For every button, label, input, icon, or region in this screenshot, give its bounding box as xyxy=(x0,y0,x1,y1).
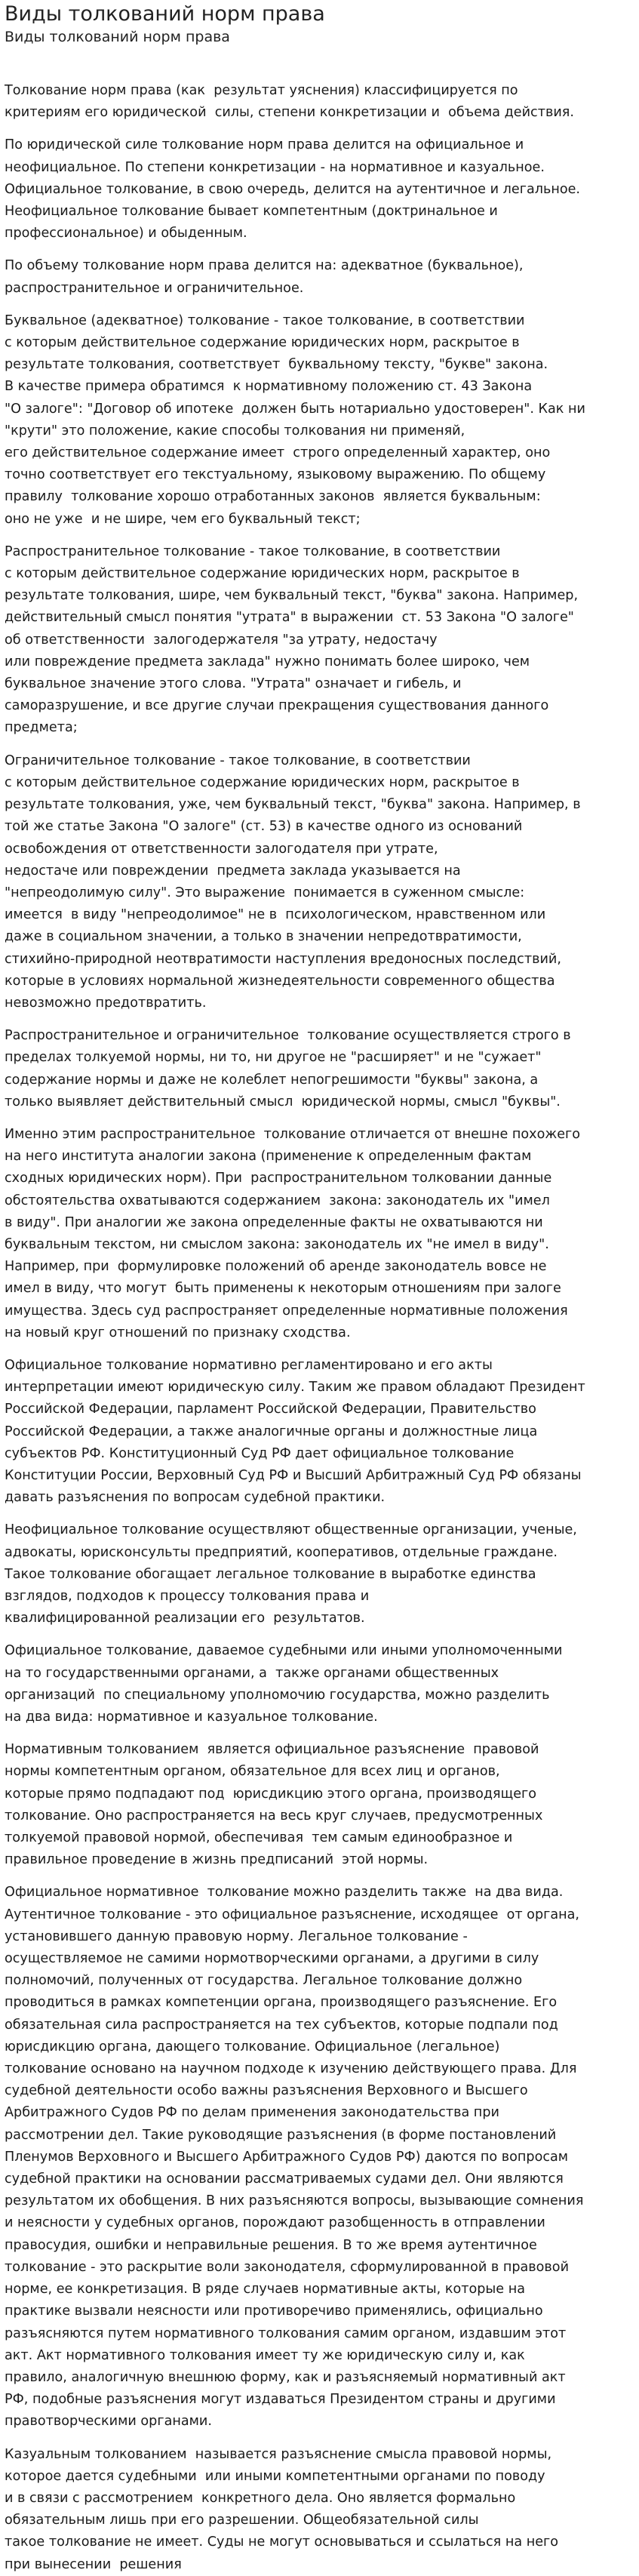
article-body xyxy=(5,80,634,2576)
paragraph-10: Неофициальное толкование осуществляют общественные организации, ученые, адвокаты, юрисконсульты предприятий, кооперативов, отдельные граждане. Такое толкование обогащает легальное толкование в выработке единства взглядов, подходов к процессу толкования права и квалифицированной реализации его результатов. xyxy=(5,1522,577,1627)
paragraph-3: По объему толкование норм права делится на: адекватное (буквальное), распространительное и ограничительное. xyxy=(5,258,524,296)
paragraph-7: Распространительное и ограничительное толкование осуществляется строго в пределах толкуемой нормы, ни то, ни другое не "расширяет" и не "сужает" содержание нормы и даже не колеблет непогрешимости "буквы" закона, а только выявляет действительный смысл юридической нормы, смысл "буквы". xyxy=(5,1028,571,1109)
paragraph-12: Нормативным толкованием является официальное разъяснение правовой нормы компетентным органом, обязательное для всех лиц и органов, которые прямо подпадают под юрисдикцию этого органа, производящего толкование. Оно распространяется на весь круг случаев, предусмотренных толкуемой правовой нормой, обеспечивая тем самым единообразное и правильное проведение в жизнь предписаний этой нормы. xyxy=(5,1742,543,1868)
page-title: Виды толкований норм права xyxy=(5,2,325,26)
paragraph-4: Буквальное (адекватное) толкование - такое толкование, в соответствии с которым действительное содержание юридических норм, раскрытое в результате толкования, соответствует буквальному тексту, "букве" закона. В качестве примера обратимся к нормативному положению ст. 43 Закона "О залоге": "Договор об ипотеке должен быть нотариально удостоверен". Как ни "крути" это положение, какие способы толкования ни применяй, его действительное содержание имеет строго определенный характер, оно точно соответствует его текстуальному, языковому выражению. По общему правилу толкование хорошо отработанных законов является буквальным: оно не уже и не шире, чем его буквальный текст; xyxy=(5,312,585,527)
paragraph-14: Казуальным толкованием называется разъяснение смысла правовой нормы, которое дается судебными или иными компетентными органами по поводу и в связи с рассмотрением конкретного дела. Оно является формально обязательным лишь при его разрешении. Общеобязательной силы такое толкование не имеет. Суды не могут основываться и ссылаться на него при вынесении решения xyxy=(5,2446,559,2572)
paragraph-1: Толкование норм права (как результат уяснения) классифицируется по критериям его юридической силы, степени конкретизации и объема действия. xyxy=(5,83,574,121)
paragraph-6: Ограничительное толкование - такое толкование, в соответствии с которым действительное содержание юридических норм, раскрытое в результате толкования, уже, чем буквальный текст, "буква" закона. Например, в той же статье Закона "О залоге" (ст. 53) в качестве одного из оснований освобождения от ответственности залогодателя при утрате, недостаче или повреждении предмета заклада указывается на "непреодолимую силу". Это выражение понимается в суженном смысле: имеется в виду "непреодолимое" не в психологическом, нравственном или даже в социальном значении, а только в значении непредотвратимости, стихийно-природной неотвратимости наступления вредоносных последствий, которые в условиях нормальной жизнедеятельности современного общества невозможно предотвратить. xyxy=(5,752,581,1011)
paragraph-8: Именно этим распространительное толкование отличается от внешне похожего на него института аналогии закона (применение к определенным фактам сходных юридических норм). При распространительном толковании данные обстоятельства охватываются содержанием закона: законодатель их "имел в виду". При аналогии же закона определенные факты не охватываются ни буквальным текстом, ни смыслом закона: законодатель их "не имел в виду". Например, при формулировке положений об аренде законодатель вовсе не имел в виду, что могут быть применены к некоторым отношениям при залоге имущества. Здесь суд распространяет определенные нормативные положения на новый круг отношений по признаку сходства. xyxy=(5,1126,581,1340)
paragraph-11: Официальное толкование, даваемое судебными или иными уполномоченными на то государственными органами, а также органами общественных организаций по специальному уполномочию государства, можно разделить на два вида: нормативное и казуальное толкование. xyxy=(5,1643,563,1725)
paragraph-13: Официальное нормативное толкование можно разделить также на два вида. Аутентичное толкование - это официальное разъяснение, исходящее от органа, установившего данную правовую норму. Легальное толкование - осуществляемое не самими нормотворческими органами, а другими в силу полномочий, полученных от государства. Легальное толкование должно проводиться в рамках компетенции органа, производящего разъяснение. Его обязательная сила распространяется на тех субъектов, которые подпали под юрисдикцию органа, дающего толкование. Официальное (легальное) толкование основано на научном подходе к изучению действующего права. Для судебной деятельности особо важны разъяснения Верховного и Высшего Арбитражного Судов РФ по делам применения законодательства при рассмотрении дел. Такие руководящие разъяснения (в форме постановлений Пленумов Верховного и Высшего Арбитражного Судов РФ) даются по вопросам судебной практики на основании рассматриваемых судами дел. Они являются результатом их обобщения. В них разъясняются вопросы, вызывающие сомнения и неясности у судебных органов, порождают разобщенность в отправлении правосудия, ошибки и неправильные решения. В то же время аутентичное толкование - это раскрытие воли законодателя, сформулированной в правовой норме, ее конкретизация. В ряде случаев нормативные акты, которые на практике вызвали неясности или противоречиво применялись, официально разъясняются путем нормативного толкования самим органом, издавшим этот акт. Акт нормативного толкования имеет ту же юридическую силу и, как правило, аналогичную внешнюю форму, как и разъясняемый нормативный акт РФ, подобные разъяснения могут издаваться Президентом страны и другими правотворческими органами. xyxy=(5,1885,584,2430)
paragraph-2: По юридической силе толкование норм права делится на официальное и неофициальное. По степени конкретизации - на нормативное и казуальное. Официальное толкование, в свою очередь, делится на аутентичное и легальное. Неофициальное толкование бывает компетентным (доктринальное и профессиональное) и обыденным. xyxy=(5,137,581,242)
page-subtitle: Виды толкований норм права xyxy=(5,29,230,45)
paragraph-9: Официальное толкование нормативно регламентировано и его акты интерпретации имеют юридическую силу. Таким же правом обладают Президент Российской Федерации, парламент Российской Федерации, Правительство Российской Федерации, а также аналогичные органы и должностные лица субъектов РФ. Конституционный Суд РФ дает официальное толкование Конституции России, Верховный Суд РФ и Высший Арбитражный Суд РФ обязаны давать разъяснения по вопросам судебной практики. xyxy=(5,1357,585,1506)
paragraph-5: Распространительное толкование - такое толкование, в соответствии с которым действительное содержание юридических норм, раскрытое в результате толкования, шире, чем буквальный текст, "буква" закона. Например, действительный смысл понятия "утрата" в выражении ст. 53 Закона "О залоге" об ответственности залогодержателя "за утрату, недостачу или повреждение предмета заклада" нужно понимать более широко, чем буквальное значение этого слова. "Утрата" означает и гибель, и саморазрушение, и все другие случаи прекращения существования данного предмета; xyxy=(5,543,579,736)
